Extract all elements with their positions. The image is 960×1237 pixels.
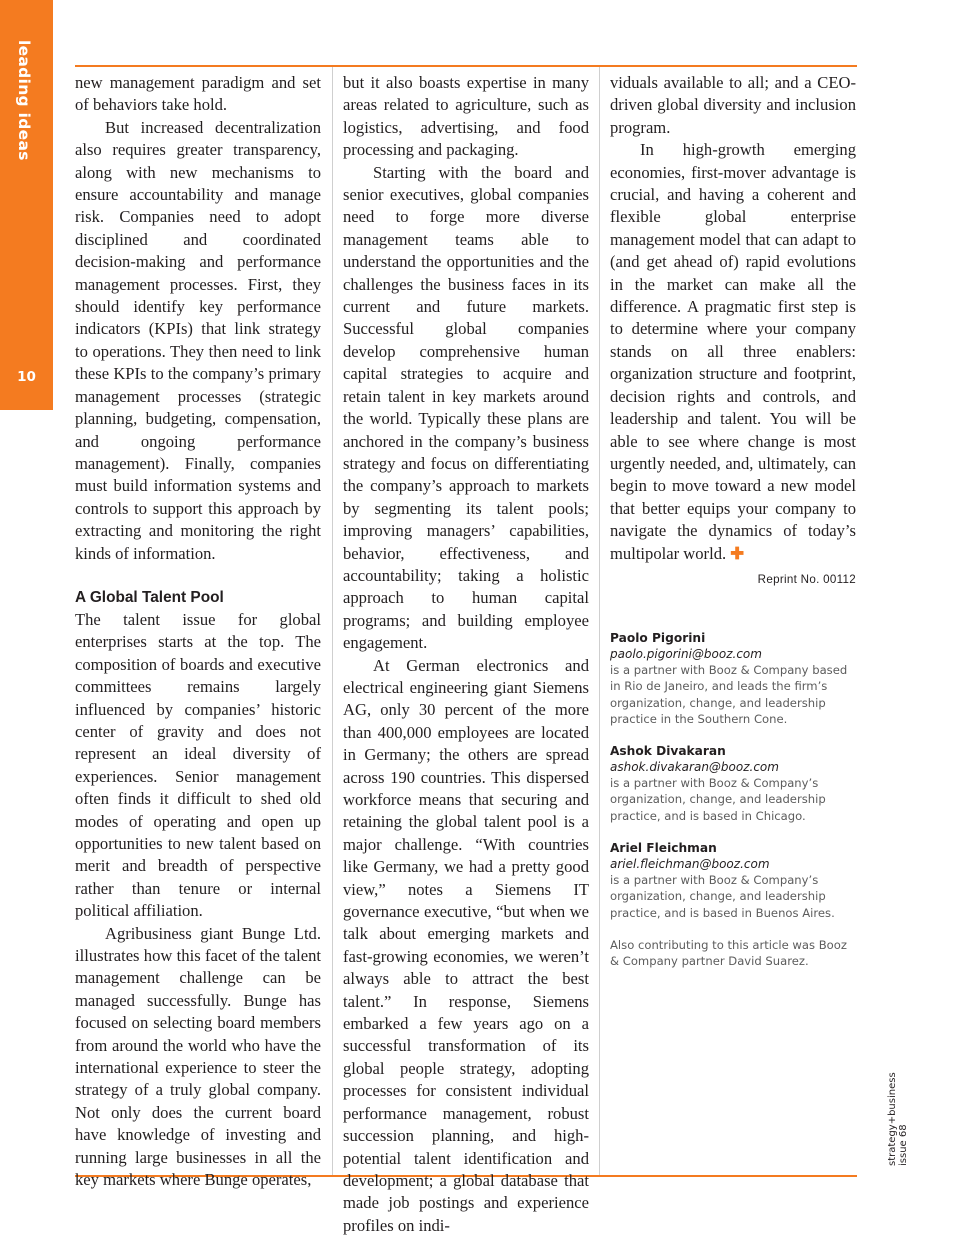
column-divider xyxy=(332,67,333,1175)
section-heading: A Global Talent Pool xyxy=(75,588,224,606)
paragraph: Starting with the board and senior executives, global companies need to forge more diverse management teams able to understand the opportunities and the challenges the business faces in its current and future markets. Successful global companies develop comprehensive human capital strategies to acquire and retain talent in key markets around the world. Typically these plans are anchored in the company’s business strategy and focus on differentiating the company’s approach to markets by segmenting its talent pools; improving managers’ capabilities, behavior, effectiveness, and accountability; taking a holistic approach to human capital programs; and building employee engagement. xyxy=(343,162,589,653)
author-name: Ashok Divakaran xyxy=(610,744,726,759)
paragraph xyxy=(610,139,856,565)
author-name: Ariel Fleichman xyxy=(610,841,717,856)
contributor-note: Also contributing to this article was Booz & Company partner David Suarez. xyxy=(610,937,847,969)
author-bio xyxy=(610,743,856,824)
author-description: is a partner with Booz & Company’s organization, change, and leadership practice, and is based in Buenos Aires. xyxy=(610,873,835,920)
article-column-3 xyxy=(610,72,856,970)
end-mark-icon: ✚ xyxy=(730,543,745,563)
paragraph: new management paradigm and set of behaviors take hold. xyxy=(75,73,321,115)
paragraph: Agribusiness giant Bunge Ltd. illustrates how this facet of the talent management challenge can be managed successfully. Bunge has focused on selecting board members from around the world who have the international experience to steer the strategy of a truly global company. Not only does the current board have knowledge of investing and running large businesses in all the key markets where Bunge operates, xyxy=(75,923,321,1190)
reprint-number: Reprint No. 00112 xyxy=(757,572,856,586)
paragraph-text: In high-growth emerging economies, first-mover advantage is crucial, and having a coherent and flexible global enterprise management model that can adapt to (and get ahead of) rapid evolutions in the market can make all the difference. A pragmatic first step is to determine where your company stands on all three enablers: organization structure and footprint, decision rights and controls, and leadership and talent. You will be able to see where change is most urgently needed, and, ultimately, can begin to move toward a new model that better equips your company to navigate the dynamics of today’s multipolar world. xyxy=(610,140,856,563)
author-description: is a partner with Booz & Company based in Rio de Janeiro, and leads the firm’s organization, change, and leadership practice in the Southern Cone. xyxy=(610,662,848,726)
publication-footer: strategy+business issue 68 xyxy=(887,1072,909,1166)
author-description: is a partner with Booz & Company’s organization, change, and leadership practice, and is based in Chicago. xyxy=(610,776,826,823)
author-bio xyxy=(610,840,856,921)
top-rule xyxy=(75,65,857,67)
section-label: leading ideas xyxy=(15,40,33,161)
paragraph: The talent issue for global enterprises starts at the top. The composition of boards and executive committees remains largely influenced by companies’ historic center of gravity and does not represent an ideal diversity of experiences. Senior management often finds it difficult to shed old modes of operating and open up opportunities to new talent based on merit and breadth of perspective rather than tenure or internal political affiliation. xyxy=(75,609,321,921)
column-divider xyxy=(599,67,600,1175)
author-bio xyxy=(610,630,856,727)
article-column-1 xyxy=(75,72,321,1192)
paragraph: but it also boasts expertise in many areas related to agriculture, such as logistics, advertising, and food processing and packaging. xyxy=(343,73,589,160)
author-email: ashok.divakaran@booz.com xyxy=(610,760,779,775)
author-name: Paolo Pigorini xyxy=(610,630,706,645)
page-number: 10 xyxy=(17,369,36,385)
author-email: paolo.pigorini@booz.com xyxy=(610,646,762,661)
paragraph: At German electronics and electrical engineering giant Siemens AG, only 30 percent of the more than 400,000 employees are located in Germany; the others are spread across 190 countries. This dispersed workforce means that securing and retaining the global talent pool is a major challenge. “With countries like Germany, we had a pretty good view,” notes a Siemens IT governance executive, “but when we talk about emerging markets and fast-growing economies, we weren’t always able to attract the best talent.” In response, Siemens embarked a few years ago on a successful transformation of its global people strategy, adopting processes for consistent individual performance management, robust succession planning, and high-potential talent identification and development; a global database that made job postings and experience profiles on indi- xyxy=(343,655,589,1235)
article-column-2 xyxy=(343,72,589,1237)
paragraph: But increased decentralization also requires greater transparency, along with new mechanisms to ensure accountability and manage risk. Companies need to adopt disciplined and coordinated decision-making and performance management processes. First, they should identify key performance indicators (KPIs) that link strategy to operations. They then need to link these KPIs to the company’s primary management processes (strategic planning, budgeting, compensation, and ongoing performance management). Finally, companies must build information systems and controls to support this approach by extracting and monitoring the right kinds of information. xyxy=(75,117,321,563)
author-bios xyxy=(610,630,856,970)
paragraph: viduals available to all; and a CEO-driven global diversity and inclusion program. xyxy=(610,73,856,137)
section-tab xyxy=(0,0,53,410)
author-email: ariel.fleichman@booz.com xyxy=(610,857,770,872)
